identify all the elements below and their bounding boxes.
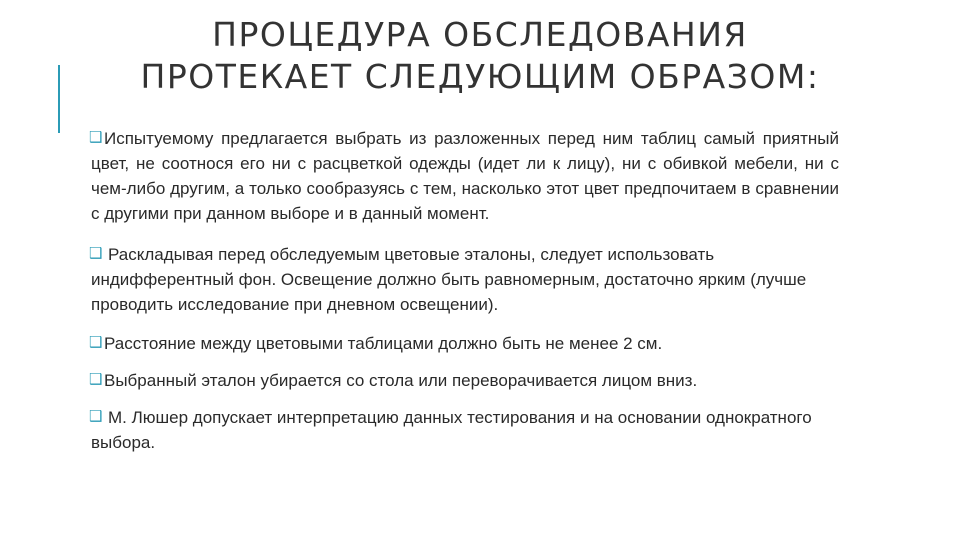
list-item	[91, 405, 839, 455]
slide-title	[60, 14, 900, 98]
bullet-list	[91, 126, 839, 455]
list-item	[91, 368, 839, 393]
bullet-text: Выбранный эталон убирается со стола или переворачивается лицом вниз.	[104, 371, 698, 390]
bullet-text: М. Люшер допускает интерпретацию данных тестирования и на основании однократного выбора.	[91, 408, 812, 452]
bullet-text: Испытуемому предлагается выбрать из разложенных перед ним таблиц самый приятный цвет, не соотнося его ни с расцветкой одежды (идет ли к лицу), ни с обивкой мебели, ни с чем-либо другим, а только сообразуясь с тем, насколько этот цвет предпочитаем в сравнении с другими при данном выборе и в данный момент.	[91, 129, 839, 223]
checkbox-bullet-icon: ❑	[89, 371, 103, 388]
checkbox-bullet-icon: ❑	[89, 245, 103, 262]
checkbox-bullet-icon: ❑	[89, 408, 103, 425]
slide-title-line-2: ПРОТЕКАЕТ СЛЕДУЮЩИМ ОБРАЗОМ:	[140, 57, 820, 96]
bullet-text: Раскладывая перед обследуемым цветовые эталоны, следует использовать индифферентный фон. Освещение должно быть равномерным, достаточно ярким (лучше проводить исследование при дневном освещении).	[91, 245, 807, 314]
bullet-text: Расстояние между цветовыми таблицами должно быть не менее 2 см.	[104, 334, 663, 353]
checkbox-bullet-icon: ❑	[89, 334, 103, 351]
slide-title-line-1: ПРОЦЕДУРА ОБСЛЕДОВАНИЯ	[212, 15, 748, 54]
checkbox-bullet-icon: ❑	[89, 129, 103, 146]
list-item	[91, 126, 839, 226]
list-item	[91, 331, 839, 356]
list-item	[91, 242, 839, 317]
